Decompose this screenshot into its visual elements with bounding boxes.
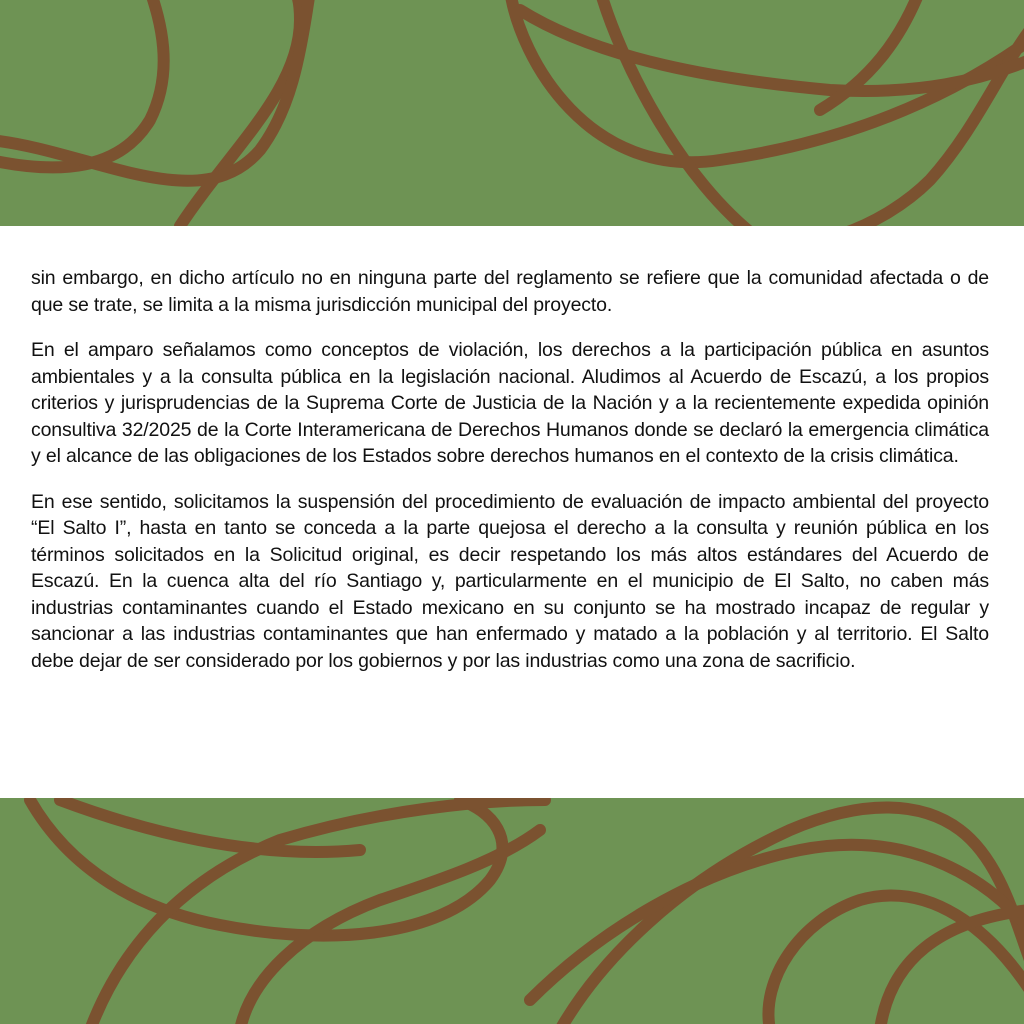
paragraph-3: En ese sentido, solicitamos la suspensión del procedimiento de evaluación de impacto ambiental del proyecto “El Salto I”, hasta en tanto se conceda a la parte quejosa el derecho a la consulta y reunión pública en los términos solicitados en la Solicitud original, es decir respetando los más altos estándares del Acuerdo de Escazú. En la cuenca alta del río Santiago y, particularmente en el municipio de El Salto, no caben más industrias contaminantes cuando el Estado mexicano en su conjunto se ha mostrado incapaz de regular y sancionar a las industrias contaminantes que han enfermado y matado a la población y al territorio. El Salto debe dejar de ser considerado por los gobiernos y por las industrias como una zona de sacrificio. bbox=[31, 490, 989, 672]
top-green-band bbox=[0, 0, 1024, 226]
document-body bbox=[31, 265, 989, 693]
paragraph-1: sin embargo, en dicho artículo no en ninguna parte del reglamento se refiere que la comunidad afectada o de que se trate, se limita a la misma jurisdicción municipal del proyecto. bbox=[31, 267, 989, 316]
bottom-green-band bbox=[0, 798, 1024, 1024]
paragraph-2: En el amparo señalamos como conceptos de violación, los derechos a la participación pública en asuntos ambientales y a la consulta pública en la legislación nacional. Aludimos al Acuerdo de Escazú, a los propios criterios y jurisprudencias de la Suprema Corte de Justicia de la Nación y a la recientemente expedida opinión consultiva 32/2025 de la Corte Interamericana de Derechos Humanos donde se declaró la emergencia climática y el alcance de las obligaciones de los Estados sobre derechos humanos en el contexto de la crisis climática. bbox=[31, 339, 989, 467]
